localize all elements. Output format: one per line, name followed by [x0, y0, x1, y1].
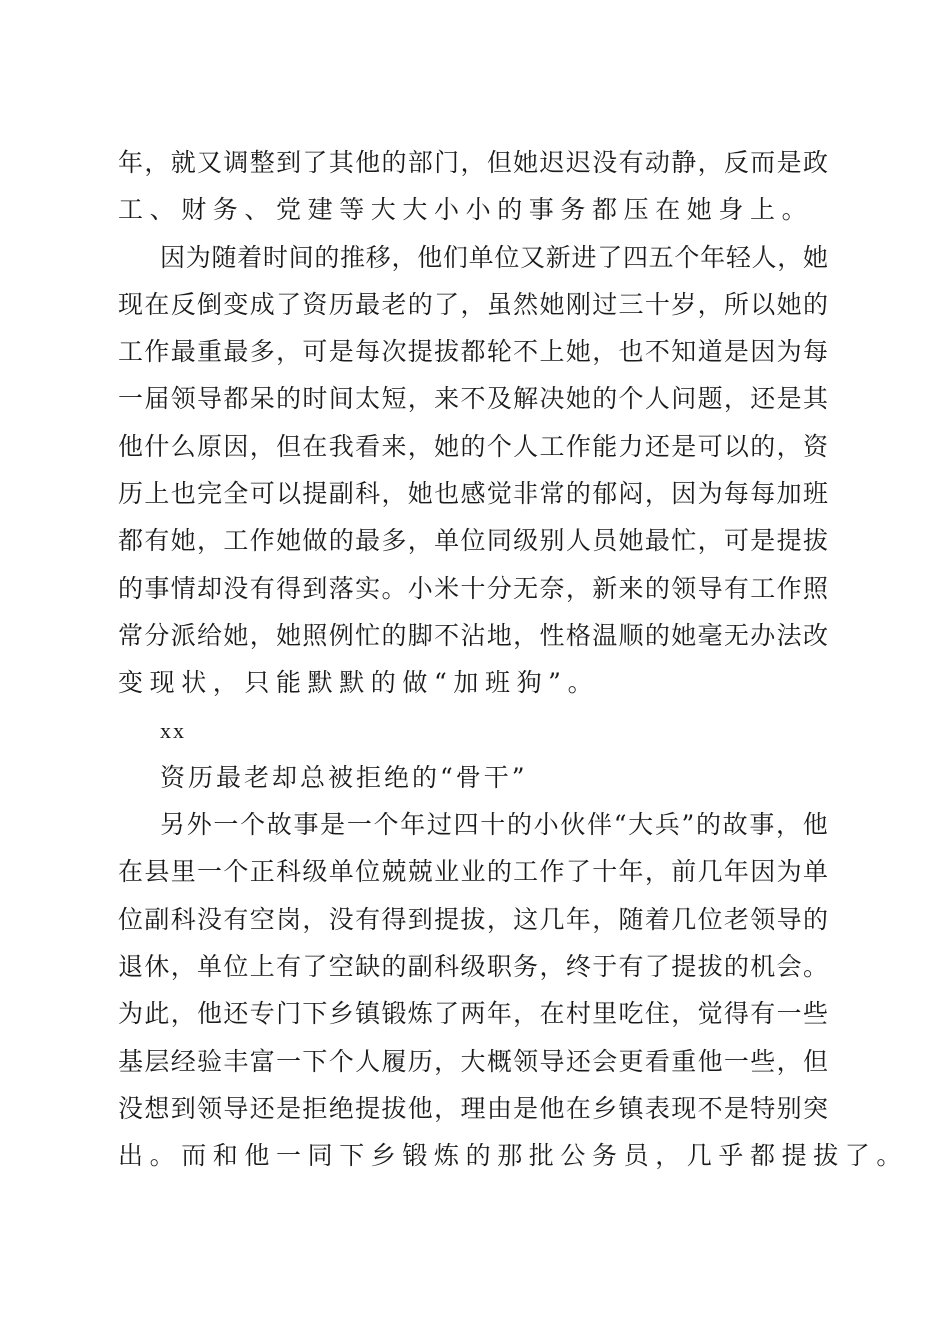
text-line-content: 变现状，只能默默的做“加班狗”。: [118, 668, 600, 698]
text-line-content: 出。而和他一同下乡锻炼的那批公务员，几乎都提拔了。: [118, 1141, 909, 1171]
document-body: [118, 139, 909, 1180]
text-line-content: 基 层 经 验 丰 富 一 下 个 人 履 历 ， 大 概 领 导 还 会 更 看 重 他 一 些 ， 但: [118, 1046, 828, 1076]
text-line: [118, 565, 828, 612]
text-line-content: 历 上 也 完 全 可 以 提 副 科 ， 她 也 感 觉 非 常 的 郁 闷 ， 因 为 每 每 加 班: [118, 479, 828, 509]
text-line: [118, 943, 828, 990]
text-line: [118, 659, 828, 706]
section-subheading: [118, 754, 828, 801]
text-line: [118, 848, 828, 895]
text-line: [118, 990, 828, 1037]
text-line-content: 一 届 领 导 都 呆 的 时 间 太 短 ， 来 不 及 解 决 她 的 个 人 问 题 ， 还 是 其: [118, 384, 828, 414]
text-line-content: 为 此 ， 他 还 专 门 下 乡 镇 锻 炼 了 两 年 ， 在 村 里 吃 住 ， 觉 得 有 一 些: [118, 999, 828, 1029]
text-line-content: 的 事 情 却 没 有 得 到 落 实 。 小 米 十 分 无 奈 ， 新 来 的 领 导 有 工 作 照: [118, 573, 828, 603]
text-line-content: 退 休 ， 单 位 上 有 了 空 缺 的 副 科 级 职 务 ， 终 于 有 了 提 拔 的 机 会 。: [118, 952, 828, 982]
section-marker: xx: [160, 717, 186, 743]
text-line-content: 工 作 最 重 最 多 ， 可 是 每 次 提 拔 都 轮 不 上 她 ， 也 不 知 道 是 因 为 每: [118, 337, 828, 367]
text-line: [118, 1038, 828, 1085]
text-line: [118, 423, 828, 470]
text-line: [118, 281, 828, 328]
text-line-content: 常 分 派 给 她 ， 她 照 例 忙 的 脚 不 沾 地 ， 性 格 温 顺 的 她 毫 无 办 法 改: [118, 620, 828, 650]
text-line-content: 他 什 么 原 因 ， 但 在 我 看 来 ， 她 的 个 人 工 作 能 力 还 是 可 以 的 ， 资: [118, 431, 828, 461]
text-line: [118, 186, 828, 233]
text-line: [118, 375, 828, 422]
text-line: [118, 328, 828, 375]
text-line: [118, 470, 828, 517]
text-line: [118, 517, 828, 564]
text-line-content: 现 在 反 倒 变 成 了 资 历 最 老 的 了 ， 虽 然 她 刚 过 三 十 岁 ， 所 以 她 的: [118, 289, 828, 319]
text-line-content: 另 外 一 个 故 事 是 一 个 年 过 四 十 的 小 伙 伴 “ 大 兵 ” 的 故 事 ， 他: [160, 810, 828, 840]
text-line-content: 因 为 随 着 时 间 的 推 移 ， 他 们 单 位 又 新 进 了 四 五 个 年 轻 人 ， 她: [160, 242, 828, 272]
text-line: [118, 234, 828, 281]
text-line: [118, 801, 828, 848]
text-line: [118, 1085, 828, 1132]
text-line-content: 都 有 她 ， 工 作 她 做 的 最 多 ， 单 位 同 级 别 人 员 她 最 忙 ， 可 是 提 拔: [118, 526, 828, 556]
text-line-content: 没 想 到 领 导 还 是 拒 绝 提 拔 他 ， 理 由 是 他 在 乡 镇 表 现 不 是 特 别 突: [118, 1093, 828, 1123]
text-line-content: 在 县 里 一 个 正 科 级 单 位 兢 兢 业 业 的 工 作 了 十 年 ， 前 几 年 因 为 单: [118, 857, 828, 887]
text-line-content: 工、财务、党建等大大小小的事务都压在她身上。: [118, 195, 814, 225]
text-line: [118, 1132, 909, 1179]
text-line: [118, 612, 828, 659]
text-line: [118, 896, 828, 943]
text-line-content: 位 副 科 没 有 空 岗 ， 没 有 得 到 提 拔 ， 这 几 年 ， 随 着 几 位 老 领 导 的: [118, 904, 828, 934]
text-line-content: 年 ， 就 又 调 整 到 了 其 他 的 部 门 ， 但 她 迟 迟 没 有 动 静 ， 反 而 是 政: [118, 148, 828, 177]
subheading-text: 资历最老却总被拒绝的“骨干”: [160, 762, 528, 792]
text-line: [118, 139, 828, 186]
